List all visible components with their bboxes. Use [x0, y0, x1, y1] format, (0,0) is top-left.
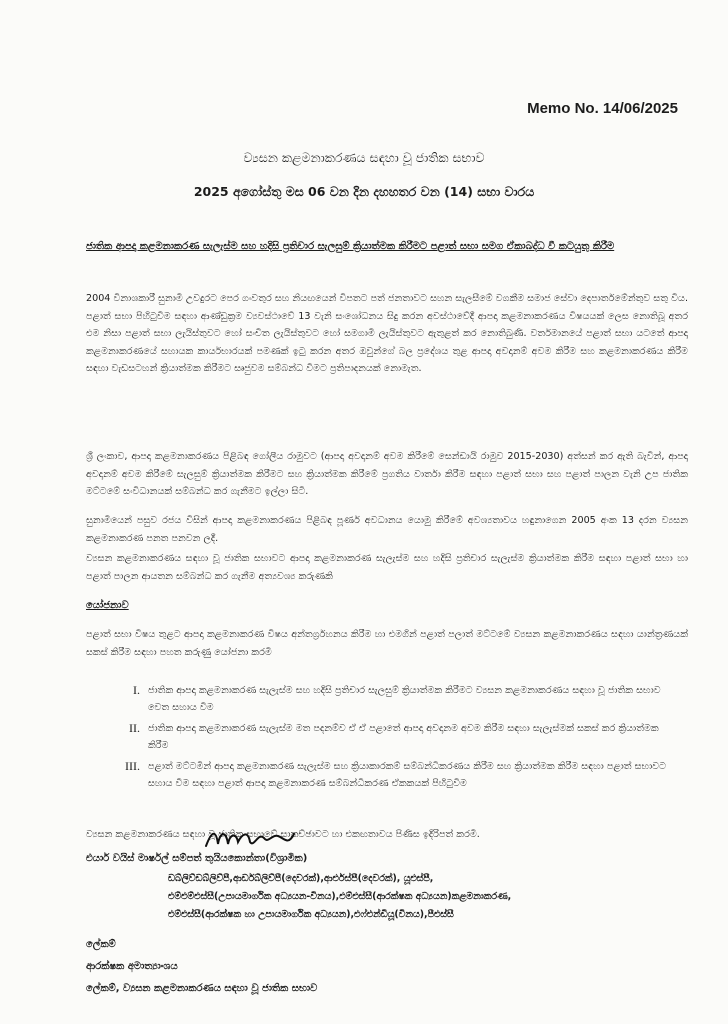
proposal-item-number: I. — [133, 683, 140, 697]
signer-role: ලේකම් — [86, 939, 116, 950]
handwritten-signature — [202, 824, 322, 854]
memo-subject: ජාතික ආපදා කළමනාකරණ සැලැස්ම සහ හදිසි ප්‍රතිචාර සැලසුම් ක්‍රියාත්මක කිරීමට පළාත් සභා සමග ඒකාබද්ධ වී කටයුතු කිරීම — [86, 241, 615, 252]
qualifications-line: එම්එම්එස්සී(උපායමාර්ගික අධ්‍යයන-විනය),එම්එස්සී(ආරක්ෂක අධ්‍යයන)කළමනාකරණ, — [168, 891, 512, 902]
proposal-item-number: II. — [129, 721, 140, 735]
qualifications-line: එම්එස්සී(ආරක්ෂක හා උපායමාර්ගික අධ්‍යයන),එෆ්එන්ඩීයූ(විනය),පීඑස්සී — [168, 909, 454, 920]
signer-name: එයාර් වයිස් මාර්ෂල් සම්පත් තුයියකොන්තා(විශ්‍රාමික) — [86, 853, 308, 864]
qualifications-line: ඩබ්ලිව්ඩබ්ලිව්පී,ආර්ඩබ්ලිව්පී(දෙවරක්),ආර්එස්පී(දෙවරක්), යූඑස්පී, — [168, 873, 434, 884]
proposal-item-text: පළාත් මට්ටමින් ආපදා කළමනාකරණ සැලැස්ම සහ ක්‍රියාකාරකම් සම්බන්ධීකරණය කිරීම සහ ක්‍රියාත්මක කිරීම සඳහා පළාත් සභාවට සහාය වීම සඳහා පළාත් ආපදා කළමනාකරණ සම්බන්ධීකරණ ඒකකයක් පිහිටුවීම — [148, 761, 667, 789]
council-name-heading: ව්‍යසන කළමනාකරණය සඳහා වූ ජාතික සභාව — [243, 150, 485, 165]
signer-ministry: ආරක්ෂක අමාත්‍යාංශය — [86, 961, 178, 972]
paragraph-sendai-framework: ශ්‍රී ලංකාව, ආපදා කළමනාකරණය පිළිබඳ ගෝලීය රාමුවට (ආපදා අවදානම් අවම කිරීමේ සෙන්ඩායි රාමුව 2015-2030) අත්සන් කර ඇති බැවින්, ආපදා අවදානම් අවම කිරීමේ සැලසුම් ක්‍රියාත්මක කිරීමට සහ ක්‍රියාත්මක කිරීමේ ප්‍රගතිය වාර්තා කිරීම සඳහා පළාත් සභා සහ පළාත් පාලන වැනි උප ජාතික මට්ටමේ සංවිධානයක් සම්බන්ධ කර ගැනීමට ඉල්ලා සිටී. — [86, 451, 688, 497]
memo-number: Memo No. 14/06/2025 — [527, 100, 678, 117]
proposal-intro: පළාත් සභා විෂය තුළට ආපදා කළමනාකරණ විෂය අන්තර්ග්‍රහනය කිරීම හා එමගින් පළාත් පලාත් මට්ටමේ ව්‍යසන කළමනාකරණය සඳහා යාන්ත්‍රණයක් සකස් කිරීම සඳහා පහත කරුණු යෝජනා කරමි — [86, 629, 688, 658]
paragraph-necessity: ව්‍යසන කළමනාකරණය සඳහා වූ ජාතික සභාවට ආපදා කළමනාකරණ සැලැස්ම සහ හදිසි ප්‍රතිචාර සැලැස්ම ක්‍රියාත්මක කිරීම සඳහා පළාත් සභා හා පළාත් පාලන ආයතන සම්බන්ධ කර ගැනීම අත්‍යවශ්‍ය කරුණකි — [86, 553, 688, 582]
signer-council-role: ලේකම්, ව්‍යසන කළමනාකරණය සඳහා වූ ජාතික සභාව — [86, 983, 318, 994]
meeting-session-heading: 2025 අගෝස්තු මස 06 වන දින දහහතර වන (14) සභා වාරය — [193, 184, 535, 199]
proposal-item — [100, 682, 680, 716]
closing-statement: ව්‍යසන කළමනාකරණය සඳහා වූ ජාතික සභාවේ සාකච්ඡාවට හා එකඟතාවය පිණිස ඉදිරිපත් කරමි. — [86, 829, 480, 840]
paragraph-background: 2004 විනාශකාරී සුනාමි උවදුරට පෙර ගංවතුර සහ නියඟයෙන් විපතට පත් ජනතාවට සහන සැලසීමේ වගකීම සමාජ සේවා දෙපාර්තමේන්තුව සතු විය. පළාත් සභා පිහිටුවීම සඳහා ආණ්ඩුක්‍රම ව්‍යවස්ථාවේ 13 වැනි සංශෝධනය සිදු කරන අවස්ථාවේදී ආපදා කළමනාකරණය විෂයයක් ලෙස නොතිබූ අතර එම නිසා පළාත් සභා ලැයිස්තුවට හෝ සංචිත ලැයිස්තුවට හෝ සමගාමී ලැයිස්තුවට ඇතුළත් කර නොතිබුණි. වර්තමානයේ පළාත් සභා යටතේ ආපදා කළමනාකරණයේ සහායක කාර්යභාරයක් පමණක් ඉටු කරන අතර ඔවුන්ගේ බල ප්‍රදේශය තුළ ආපදා අවදානම් අවම කිරීම සහ කළමනාකරණය කිරීම සඳහා වැඩසටහන් ක්‍රියාත්මක කිරීමට සෘජුවම සම්බන්ධ වීමට ප්‍රතිපාදනයක් නොමැත. — [86, 293, 688, 374]
proposal-item — [100, 758, 680, 792]
proposal-item — [100, 720, 680, 754]
proposal-list — [100, 682, 680, 796]
signer-titles — [86, 934, 317, 1000]
proposal-item-text: ජාතික ආපදා කළමනාකරණ සැලැස්ම සහ හදිසි ප්‍රතිචාර සැලසුම් ක්‍රියාත්මක කිරීමට ව්‍යසන කළමනාකරණය සඳහා වූ ජාතික සභාව වෙත සහාය වීම — [148, 685, 661, 713]
proposal-heading: යෝජනාව — [86, 600, 129, 611]
proposal-item-text: ජාතික ආපදා කළමනාකරණ සැලැස්ම මත පදනම්ව ඒ ඒ පළාතේ ආපදා අවදානම අවම කිරීම සඳහා සැලැස්මක් සකස් කර ක්‍රියාත්මක කිරීම — [148, 723, 659, 751]
paragraph-disaster-act: සුනාමියෙන් පසුව රජය විසින් ආපදා කළමනාකරණය පිළිබඳ පූර්ණ අවධානය යොමු කිරීමේ අවශ්‍යතාවය හඳුනාගෙන 2005 අංක 13 දරන ව්‍යසන කළමනාකරණ පනත පනවන ලදී. — [86, 515, 688, 544]
signer-qualifications — [168, 870, 698, 924]
proposal-item-number: III. — [125, 759, 140, 773]
